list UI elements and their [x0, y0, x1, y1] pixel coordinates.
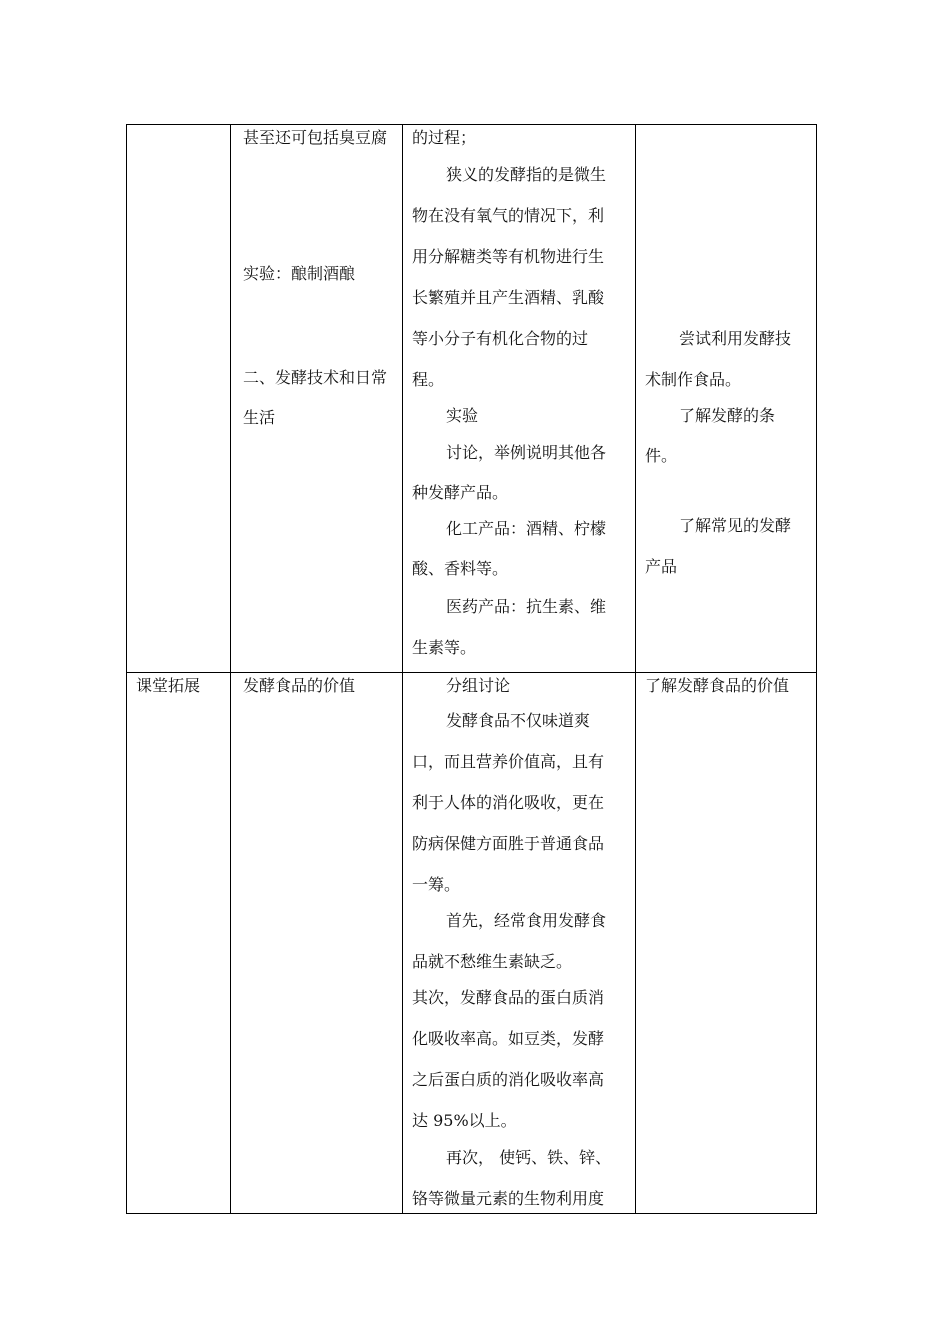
cell-text-line: 甚至还可包括臭豆腐 — [243, 128, 388, 147]
cell-text-line: 课堂拓展 — [136, 676, 201, 695]
cell-text-line: 程。 — [412, 370, 445, 389]
cell-text-line: 品就不愁维生素缺乏。 — [412, 952, 573, 971]
cell-text-line: 首先，经常食用发酵食 — [446, 911, 607, 930]
cell-text-line: 物在没有氧气的情况下，利 — [412, 206, 605, 225]
table-cell-activity — [403, 673, 636, 1214]
cell-text-line: 了解发酵食品的价值 — [645, 676, 790, 695]
cell-text-line: 医药产品：抗生素、维 — [446, 597, 607, 616]
cell-text-line: 实验：酿制酒酿 — [243, 264, 356, 283]
cell-text-line: 尝试利用发酵技 — [679, 329, 792, 348]
table-cell-content — [231, 673, 403, 1214]
cell-text-line: 产品 — [645, 557, 678, 576]
cell-text-line: 铬等微量元素的生物利用度 — [412, 1189, 605, 1208]
cell-text-line: 讨论，举例说明其他各 — [446, 443, 607, 462]
cell-text-line: 生活 — [243, 408, 276, 427]
table-cell-objective — [636, 673, 817, 1214]
cell-text-line: 二、发酵技术和日常 — [243, 368, 388, 387]
cell-text-line: 了解发酵的条 — [679, 406, 776, 425]
cell-text-line: 化工产品：酒精、柠檬 — [446, 519, 607, 538]
cell-text-line: 狭义的发酵指的是微生 — [446, 165, 607, 184]
cell-text-line: 化吸收率高。如豆类，发酵 — [412, 1029, 605, 1048]
table-cell-stage — [127, 673, 231, 1214]
table-row — [127, 125, 817, 673]
cell-text-line: 长繁殖并且产生酒精、乳酸 — [412, 288, 605, 307]
cell-text-line: 利于人体的消化吸收，更在 — [412, 793, 605, 812]
table-cell-activity — [403, 125, 636, 673]
table-cell-content — [231, 125, 403, 673]
cell-text-line: 其次，发酵食品的蛋白质消 — [412, 988, 605, 1007]
cell-text-line: 术制作食品。 — [645, 370, 742, 389]
cell-text-line: 防病保健方面胜于普通食品 — [412, 834, 605, 853]
cell-text-line: 的过程； — [412, 128, 477, 147]
cell-text-line: 件。 — [645, 446, 678, 465]
cell-text-line: 实验 — [446, 406, 479, 425]
table-cell-stage — [127, 125, 231, 673]
lesson-plan-table — [126, 124, 817, 1214]
cell-text-line: 了解常见的发酵 — [679, 516, 792, 535]
cell-text-line: 生素等。 — [412, 638, 477, 657]
cell-text-line: 种发酵产品。 — [412, 483, 509, 502]
table-row — [127, 673, 817, 1214]
cell-text-line: 再次， 使钙、铁、锌、 — [446, 1148, 612, 1167]
cell-text-line: 发酵食品不仅味道爽 — [446, 711, 591, 730]
cell-text-line: 酸、香料等。 — [412, 559, 509, 578]
cell-text-line: 分组讨论 — [446, 676, 511, 695]
cell-text-line: 达 95%以上。 — [412, 1111, 517, 1130]
cell-text-line: 一筹。 — [412, 875, 461, 894]
cell-text-line: 用分解糖类等有机物进行生 — [412, 247, 605, 266]
cell-text-line: 口，而且营养价值高，且有 — [412, 752, 605, 771]
cell-text-line: 发酵食品的价值 — [243, 676, 356, 695]
cell-text-line: 之后蛋白质的消化吸收率高 — [412, 1070, 605, 1089]
cell-text-line: 等小分子有机化合物的过 — [412, 329, 589, 348]
table-cell-objective — [636, 125, 817, 673]
